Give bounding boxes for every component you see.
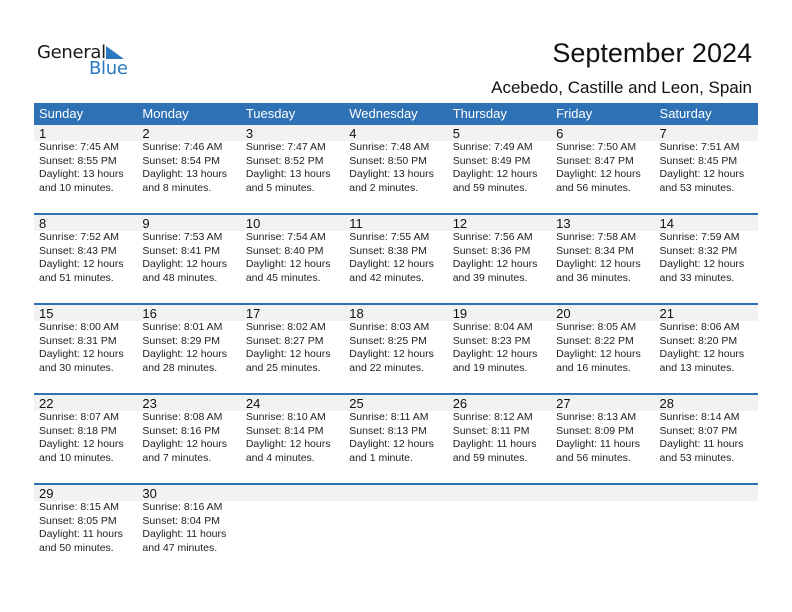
daylight-text: and 8 minutes. [142, 181, 212, 194]
day-number: 18 [349, 306, 364, 321]
day-number: 6 [556, 126, 564, 141]
sunrise-text: Sunrise: 7:49 AM [452, 141, 533, 153]
day-cell [551, 321, 654, 375]
day-number-row [34, 395, 758, 411]
sunset-text: Sunset: 8:18 PM [39, 424, 117, 437]
sunrise-text: Sunrise: 7:48 AM [349, 141, 430, 153]
sunrise-text: Sunrise: 8:00 AM [39, 321, 119, 333]
day-number: 21 [659, 306, 674, 321]
daylight-text: and 10 minutes. [39, 181, 114, 194]
daylight-text: and 45 minutes. [245, 271, 321, 284]
day-number: 10 [245, 216, 261, 231]
daylight-text: and 2 minutes. [349, 181, 419, 194]
day-number [344, 485, 447, 501]
day-cell [448, 501, 551, 555]
daylight-text: and 56 minutes. [556, 451, 631, 464]
day-number-row [34, 485, 758, 501]
daylight-text: Daylight: 12 hours [39, 438, 124, 451]
logo-text-general: General [37, 42, 106, 63]
daylight-text: Daylight: 12 hours [452, 348, 538, 361]
daylight-text: Daylight: 12 hours [39, 258, 124, 271]
day-cell [448, 411, 551, 465]
daylight-text: and 53 minutes. [659, 181, 735, 194]
sunset-text: Sunset: 8:23 PM [452, 334, 531, 347]
sunset-text: Sunset: 8:27 PM [245, 334, 324, 347]
daylight-text: Daylight: 12 hours [142, 258, 228, 271]
day-number: 30 [142, 486, 157, 501]
day-detail-row [34, 411, 758, 465]
day-detail-row [34, 231, 758, 285]
sunrise-text: Sunrise: 8:01 AM [142, 321, 223, 333]
day-cell [344, 141, 447, 195]
daylight-text: and 33 minutes. [659, 271, 735, 284]
day-number: 8 [39, 216, 47, 231]
sunset-text: Sunset: 8:47 PM [556, 154, 634, 167]
daylight-text: and 13 minutes. [659, 361, 735, 374]
sunrise-text: Sunrise: 7:51 AM [659, 141, 740, 153]
day-cell [137, 141, 240, 195]
day-cell [551, 411, 654, 465]
daylight-text: and 50 minutes. [39, 541, 114, 554]
sunset-text: Sunset: 8:45 PM [659, 154, 738, 167]
logo [37, 42, 137, 82]
sunset-text: Sunset: 8:13 PM [349, 424, 427, 437]
day-number: 7 [659, 126, 667, 141]
day-detail-row [34, 321, 758, 375]
daylight-text: Daylight: 12 hours [39, 348, 124, 361]
day-cell [448, 231, 551, 285]
daylight-text: Daylight: 13 hours [142, 168, 228, 181]
sunrise-text: Sunrise: 7:52 AM [39, 231, 119, 243]
daylight-text: and 47 minutes. [142, 541, 218, 554]
day-number: 25 [349, 396, 364, 411]
daylight-text: and 19 minutes. [452, 361, 528, 374]
day-cell [551, 501, 654, 555]
daylight-text: and 4 minutes. [245, 451, 315, 464]
weekday-label: Tuesday [245, 106, 296, 121]
week-row [34, 483, 758, 573]
daylight-text: Daylight: 13 hours [39, 168, 124, 181]
sunrise-text: Sunrise: 8:07 AM [39, 411, 119, 423]
day-cell [34, 141, 137, 195]
day-cell [655, 141, 758, 195]
sunset-text: Sunset: 8:43 PM [39, 244, 117, 257]
sunset-text: Sunset: 8:36 PM [452, 244, 531, 257]
day-number [655, 485, 758, 501]
day-number-row [34, 125, 758, 141]
weeks-container [34, 125, 758, 573]
sunset-text: Sunset: 8:41 PM [142, 244, 221, 257]
day-number: 19 [452, 306, 468, 321]
day-cell [241, 321, 344, 375]
day-number: 15 [39, 306, 54, 321]
day-cell [241, 231, 344, 285]
sunset-text: Sunset: 8:32 PM [659, 244, 738, 257]
daylight-text: Daylight: 12 hours [142, 438, 228, 451]
daylight-text: Daylight: 11 hours [142, 528, 227, 541]
day-cell [551, 141, 654, 195]
daylight-text: Daylight: 12 hours [452, 168, 538, 181]
daylight-text: and 39 minutes. [452, 271, 528, 284]
daylight-text: Daylight: 12 hours [349, 348, 434, 361]
daylight-text: and 53 minutes. [659, 451, 735, 464]
daylight-text: and 7 minutes. [142, 451, 212, 464]
sunset-text: Sunset: 8:31 PM [39, 334, 117, 347]
daylight-text: Daylight: 12 hours [556, 258, 641, 271]
day-number: 1 [39, 126, 47, 141]
weekday-label: Thursday [452, 106, 507, 121]
sunrise-text: Sunrise: 8:06 AM [659, 321, 740, 333]
week-row [34, 213, 758, 303]
day-detail-row [34, 501, 758, 555]
day-cell [551, 231, 654, 285]
day-number [551, 485, 654, 501]
sunrise-text: Sunrise: 8:14 AM [659, 411, 740, 423]
day-cell [34, 231, 137, 285]
week-row [34, 125, 758, 213]
daylight-text: and 48 minutes. [142, 271, 218, 284]
daylight-text: Daylight: 12 hours [659, 168, 745, 181]
daylight-text: Daylight: 12 hours [659, 258, 745, 271]
sunrise-text: Sunrise: 8:04 AM [452, 321, 533, 333]
sunset-text: Sunset: 8:55 PM [39, 154, 117, 167]
sunset-text: Sunset: 8:52 PM [245, 154, 324, 167]
daylight-text: Daylight: 13 hours [349, 168, 434, 181]
day-cell [448, 141, 551, 195]
day-number: 17 [245, 306, 261, 321]
day-number: 20 [556, 306, 571, 321]
day-number: 3 [245, 126, 254, 141]
daylight-text: Daylight: 13 hours [245, 168, 331, 181]
daylight-text: Daylight: 12 hours [556, 348, 641, 361]
day-cell [241, 141, 344, 195]
calendar [34, 103, 758, 573]
daylight-text: and 1 minute. [349, 451, 413, 464]
daylight-text: and 59 minutes. [452, 181, 528, 194]
day-number: 28 [659, 396, 674, 411]
day-number: 23 [142, 396, 157, 411]
sunset-text: Sunset: 8:22 PM [556, 334, 634, 347]
sunset-text: Sunset: 8:16 PM [142, 424, 221, 437]
daylight-text: Daylight: 12 hours [349, 438, 434, 451]
sunset-text: Sunset: 8:50 PM [349, 154, 427, 167]
sunrise-text: Sunrise: 8:13 AM [556, 411, 637, 423]
day-cell [344, 231, 447, 285]
day-cell [655, 321, 758, 375]
sunrise-text: Sunrise: 7:46 AM [142, 141, 223, 153]
day-number: 11 [349, 216, 363, 231]
day-cell [137, 411, 240, 465]
day-cell [241, 501, 344, 555]
sunset-text: Sunset: 8:49 PM [452, 154, 531, 167]
day-cell [655, 231, 758, 285]
day-number: 12 [452, 216, 468, 231]
weekday-label: Sunday [39, 106, 84, 121]
sunset-text: Sunset: 8:07 PM [659, 424, 738, 437]
day-cell [137, 321, 240, 375]
week-row [34, 393, 758, 483]
sunrise-text: Sunrise: 7:56 AM [452, 231, 533, 243]
sunset-text: Sunset: 8:20 PM [659, 334, 738, 347]
daylight-text: and 5 minutes. [245, 181, 315, 194]
day-cell [241, 411, 344, 465]
day-cell [448, 321, 551, 375]
day-number [241, 485, 344, 501]
day-cell [137, 231, 240, 285]
daylight-text: Daylight: 11 hours [556, 438, 640, 451]
sunset-text: Sunset: 8:14 PM [245, 424, 324, 437]
day-number: 14 [659, 216, 674, 231]
day-number: 24 [245, 396, 261, 411]
weekday-label: Friday [556, 106, 593, 121]
sunrise-text: Sunrise: 7:58 AM [556, 231, 637, 243]
sunrise-text: Sunrise: 8:08 AM [142, 411, 223, 423]
sunset-text: Sunset: 8:34 PM [556, 244, 634, 257]
daylight-text: and 28 minutes. [142, 361, 218, 374]
day-cell [34, 321, 137, 375]
sunset-text: Sunset: 8:25 PM [349, 334, 427, 347]
daylight-text: and 42 minutes. [349, 271, 424, 284]
daylight-text: Daylight: 12 hours [245, 438, 331, 451]
sunrise-text: Sunrise: 7:50 AM [556, 141, 637, 153]
sunrise-text: Sunrise: 8:16 AM [142, 501, 223, 513]
day-cell [34, 501, 137, 555]
day-cell [344, 321, 447, 375]
day-number: 26 [452, 396, 468, 411]
daylight-text: Daylight: 12 hours [556, 168, 641, 181]
week-row [34, 303, 758, 393]
sunrise-text: Sunrise: 7:59 AM [659, 231, 740, 243]
daylight-text: Daylight: 11 hours [452, 438, 537, 451]
sunrise-text: Sunrise: 8:02 AM [245, 321, 326, 333]
sunset-text: Sunset: 8:38 PM [349, 244, 427, 257]
sunrise-text: Sunrise: 7:45 AM [39, 141, 119, 153]
sunrise-text: Sunrise: 8:12 AM [452, 411, 533, 423]
day-number [448, 485, 551, 501]
sunrise-text: Sunrise: 7:54 AM [245, 231, 326, 243]
sunrise-text: Sunrise: 7:53 AM [142, 231, 223, 243]
page-title: September 2024 [552, 38, 752, 68]
daylight-text: and 25 minutes. [245, 361, 321, 374]
sunset-text: Sunset: 8:54 PM [142, 154, 221, 167]
day-cell [655, 411, 758, 465]
day-number: 29 [39, 486, 54, 501]
daylight-text: Daylight: 12 hours [245, 348, 331, 361]
day-number: 9 [142, 216, 150, 231]
weekday-label: Monday [142, 106, 189, 121]
day-cell [137, 501, 240, 555]
day-number-row [34, 305, 758, 321]
sunset-text: Sunset: 8:09 PM [556, 424, 634, 437]
day-number: 2 [142, 126, 150, 141]
day-cell [34, 411, 137, 465]
sunrise-text: Sunrise: 8:10 AM [245, 411, 326, 423]
daylight-text: Daylight: 11 hours [39, 528, 123, 541]
daylight-text: and 51 minutes. [39, 271, 114, 284]
daylight-text: and 56 minutes. [556, 181, 631, 194]
sunset-text: Sunset: 8:11 PM [452, 424, 530, 437]
sunrise-text: Sunrise: 8:15 AM [39, 501, 119, 513]
weekday-header [34, 103, 758, 125]
day-cell [655, 501, 758, 555]
day-number: 4 [349, 126, 357, 141]
sunset-text: Sunset: 8:40 PM [245, 244, 324, 257]
daylight-text: Daylight: 12 hours [142, 348, 228, 361]
sunrise-text: Sunrise: 8:11 AM [349, 411, 429, 423]
day-number: 13 [556, 216, 571, 231]
day-number: 16 [142, 306, 157, 321]
weekday-label: Wednesday [349, 106, 418, 121]
day-detail-row [34, 141, 758, 195]
logo-text-blue: Blue [89, 58, 128, 79]
sunrise-text: Sunrise: 7:47 AM [245, 141, 326, 153]
daylight-text: Daylight: 12 hours [659, 348, 745, 361]
daylight-text: Daylight: 11 hours [659, 438, 744, 451]
sunrise-text: Sunrise: 8:05 AM [556, 321, 637, 333]
day-number: 22 [39, 396, 54, 411]
daylight-text: and 16 minutes. [556, 361, 631, 374]
daylight-text: and 30 minutes. [39, 361, 114, 374]
day-number-row [34, 215, 758, 231]
daylight-text: Daylight: 12 hours [452, 258, 538, 271]
daylight-text: and 36 minutes. [556, 271, 631, 284]
sunset-text: Sunset: 8:29 PM [142, 334, 221, 347]
weekday-label: Saturday [659, 106, 712, 121]
sunset-text: Sunset: 8:04 PM [142, 514, 221, 527]
sunrise-text: Sunrise: 7:55 AM [349, 231, 430, 243]
day-cell [344, 501, 447, 555]
daylight-text: Daylight: 12 hours [245, 258, 331, 271]
day-number: 5 [452, 126, 460, 141]
daylight-text: and 22 minutes. [349, 361, 424, 374]
sunset-text: Sunset: 8:05 PM [39, 514, 117, 527]
location-subtitle: Acebedo, Castille and Leon, Spain [491, 78, 752, 97]
daylight-text: and 10 minutes. [39, 451, 114, 464]
daylight-text: and 59 minutes. [452, 451, 528, 464]
daylight-text: Daylight: 12 hours [349, 258, 434, 271]
sunrise-text: Sunrise: 8:03 AM [349, 321, 430, 333]
day-cell [344, 411, 447, 465]
day-number: 27 [556, 396, 571, 411]
